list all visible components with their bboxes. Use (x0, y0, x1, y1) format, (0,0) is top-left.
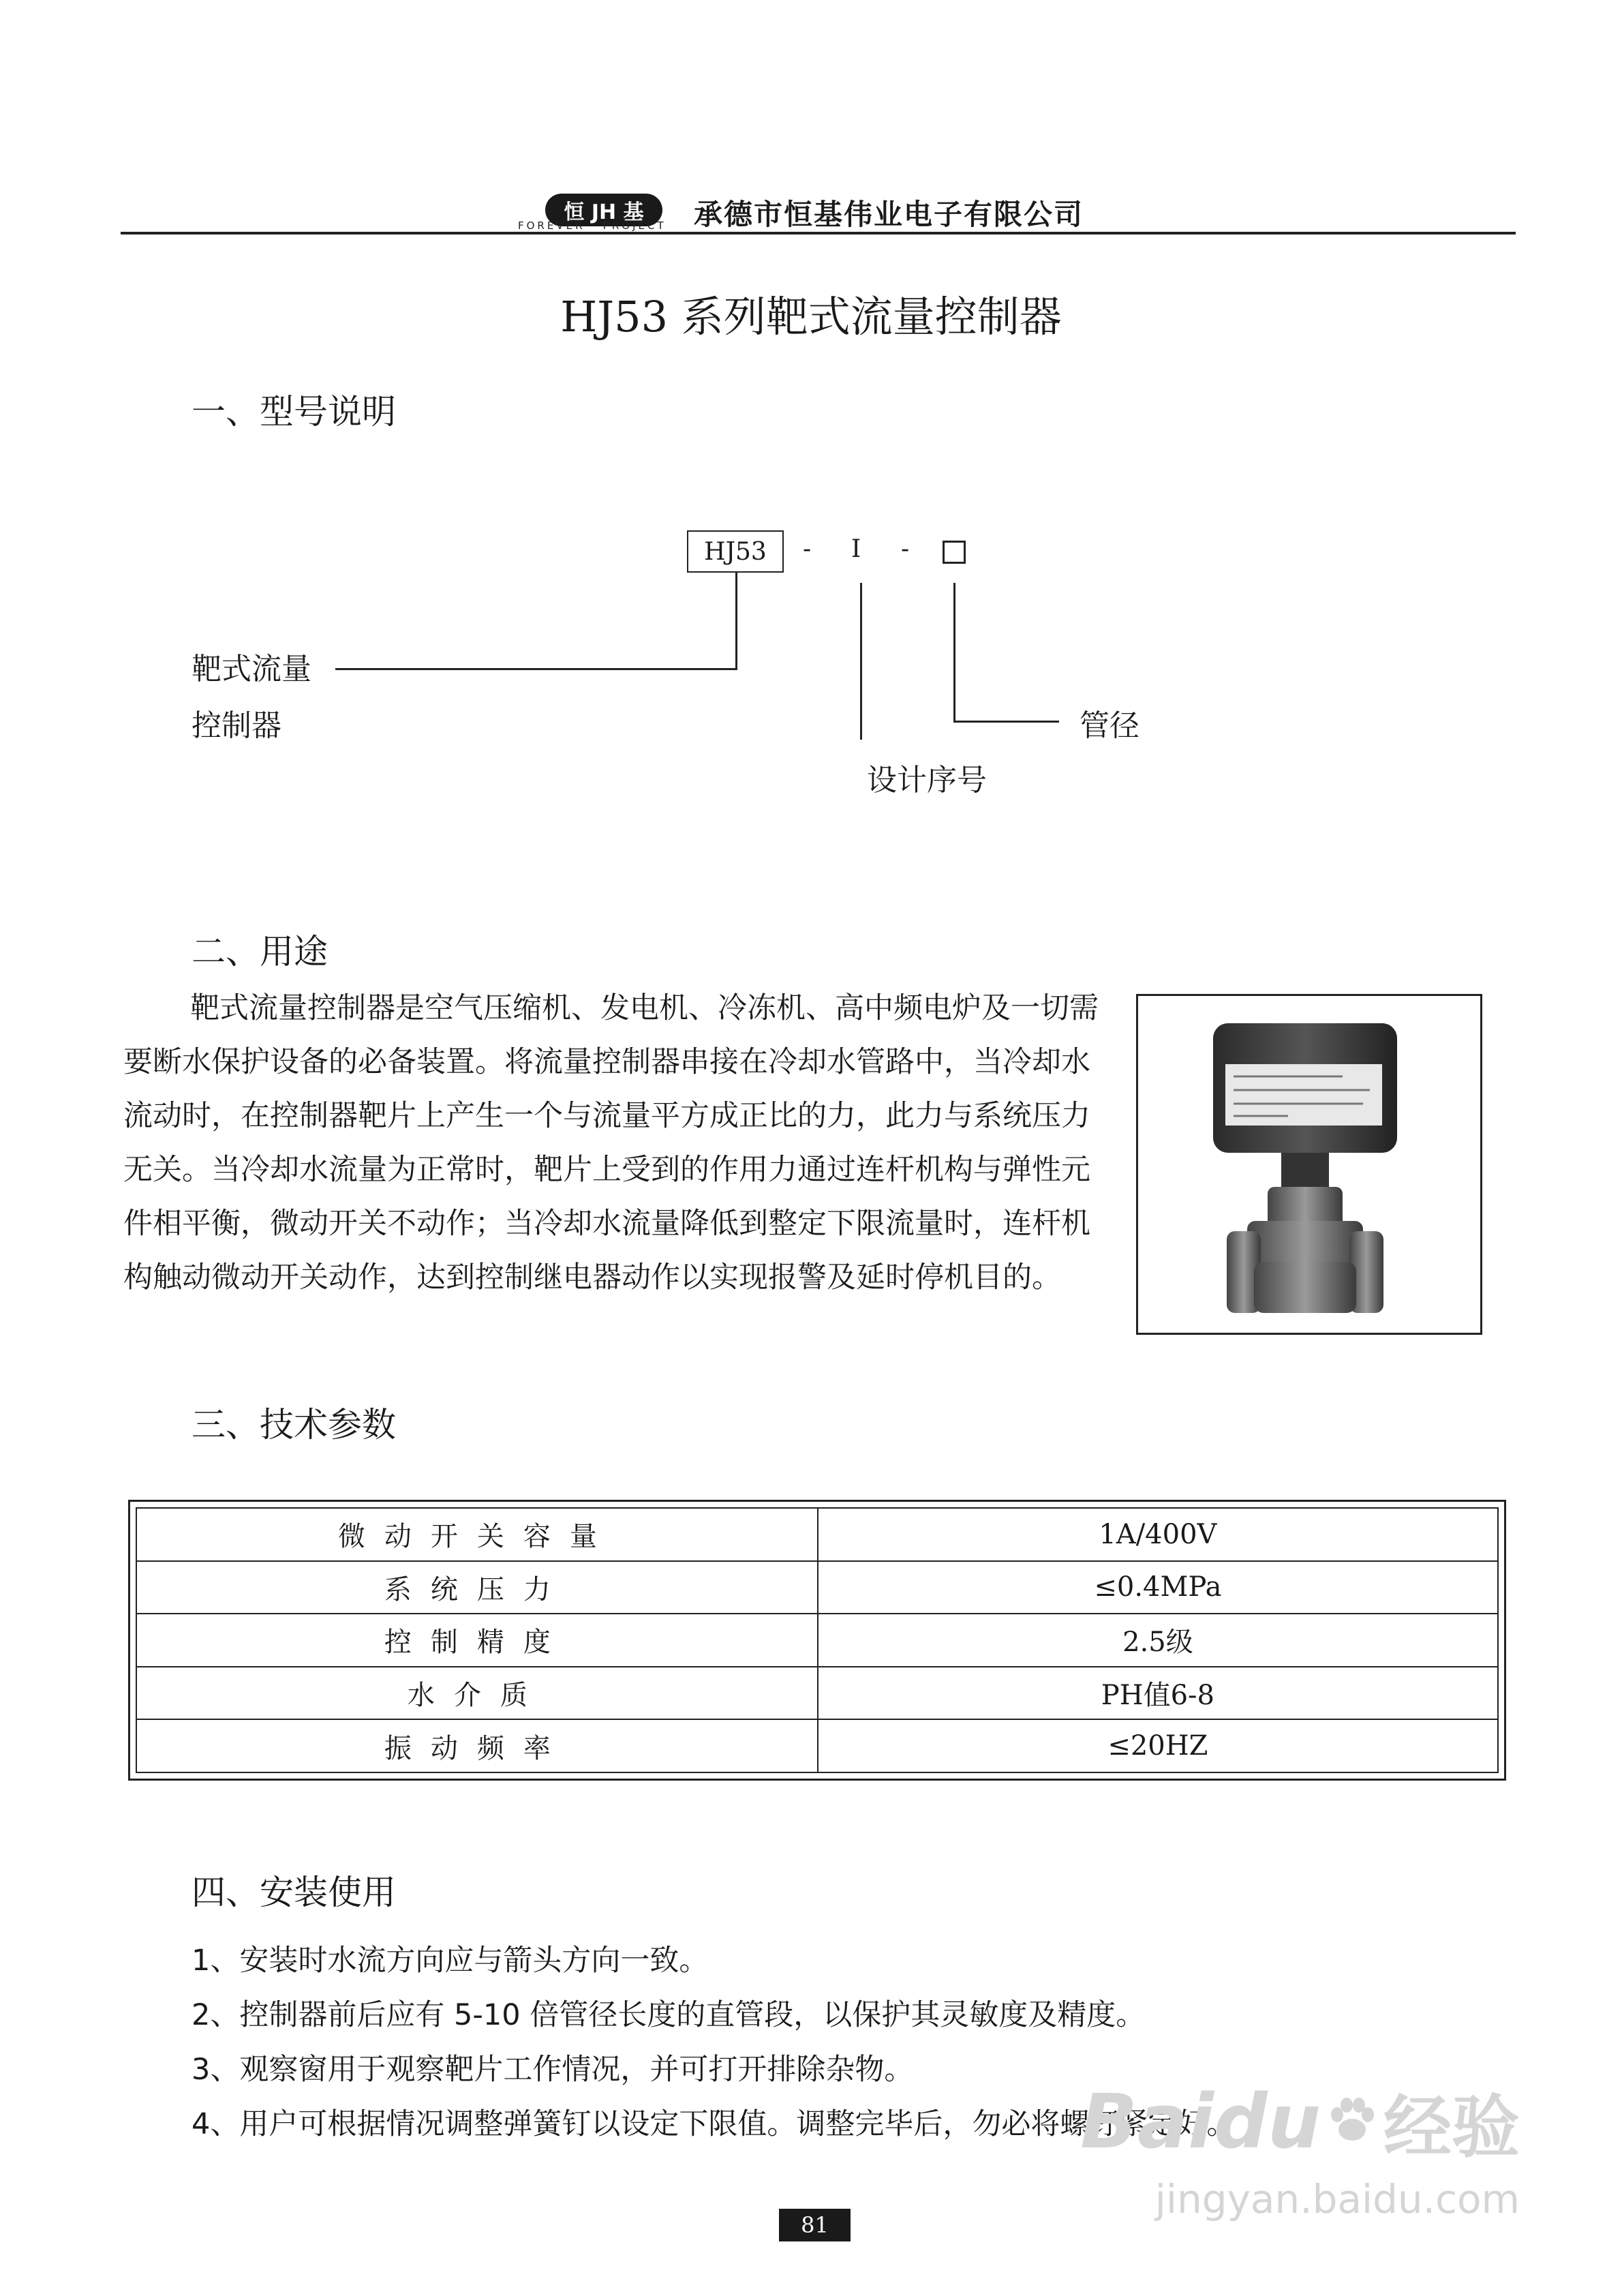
leader-line-pipe-vertical (953, 583, 955, 723)
section-heading-model: 一、型号说明 (192, 392, 396, 432)
company-name: 承德市恒基伟业电子有限公司 (694, 198, 1084, 231)
spec-key: 振动频率 (136, 1719, 818, 1772)
model-design-code: I (851, 535, 861, 563)
list-item: 3、观察窗用于观察靶片工作情况，并可打开排除杂物。 (192, 2053, 914, 2087)
company-logo: 恒 JH 基 (545, 194, 662, 226)
spec-value: ≤20HZ (818, 1719, 1498, 1772)
model-dash-1: - (803, 535, 812, 563)
table-row (136, 1667, 1498, 1720)
spec-value: 1A/400V (818, 1508, 1498, 1561)
paw-icon (1325, 2094, 1379, 2149)
spec-value: PH值6-8 (818, 1667, 1498, 1720)
baidu-watermark (1080, 2072, 1520, 2222)
table-row (136, 1561, 1498, 1614)
list-item: 1、安装时水流方向应与箭头方向一致。 (192, 1944, 709, 1978)
table-row (136, 1614, 1498, 1667)
label-controller: 控制器 (192, 708, 281, 743)
specs-table (128, 1500, 1506, 1781)
spec-key: 水介质 (136, 1667, 818, 1720)
list-item: 2、控制器前后应有 5-10 倍管径长度的直管段，以保护其灵敏度及精度。 (192, 1998, 1146, 2032)
page-number: 81 (779, 2209, 851, 2241)
spec-value: 2.5级 (818, 1614, 1498, 1667)
section-heading-specs: 三、技术参数 (192, 1405, 396, 1445)
watermark-url: jingyan.baidu.com (1154, 2176, 1520, 2222)
spec-key: 控制精度 (136, 1614, 818, 1667)
product-photo (1136, 994, 1482, 1335)
spec-key: 微动开关容量 (136, 1508, 818, 1561)
watermark-cn: 经验 (1383, 2087, 1520, 2167)
header-divider (121, 232, 1516, 235)
usage-paragraph: 靶式流量控制器是空气压缩机、发电机、冷冻机、高中频电炉及一切需要断水保护设备的必备装置。将流量控制器串接在冷却水管路中，当冷却水流动时，在控制器靶片上产生一个与流量平方成正比的力，此力与系统压力无关。当冷却水流量为正常时，靶片上受到的作用力通过连杆机构与弹性元件相平衡，微动开关不动作；当冷却水流量降低到整定下限流量时，连杆机构触动微动开关动作，达到控制继电器动作以实现报警及延时停机目的。 (123, 991, 1099, 1295)
pipe-size-placeholder-box (943, 541, 966, 564)
page-title: HJ53 系列靶式流量控制器 (560, 292, 1062, 342)
label-target-flow: 靶式流量 (192, 652, 311, 686)
watermark-brand: Baidu (1080, 2078, 1321, 2165)
leader-line-design (860, 583, 862, 740)
spec-key: 系统压力 (136, 1561, 818, 1614)
label-pipe-diameter: 管径 (1080, 708, 1139, 743)
table-row (136, 1508, 1498, 1561)
section-heading-usage: 二、用途 (192, 932, 328, 971)
leader-line-type-horizontal (335, 668, 737, 670)
list-item: 4、用户可根据情况调整弹簧钉以设定下限值。调整完毕后，勿必将螺钉紧定好。 (192, 2107, 1236, 2141)
label-design-number: 设计序号 (867, 763, 987, 798)
leader-line-type-vertical (735, 573, 737, 669)
model-dash-2: - (901, 535, 910, 563)
table-row (136, 1719, 1498, 1772)
logo-subtitle: FOREVER · PROJECT (518, 220, 667, 232)
spec-value: ≤0.4MPa (818, 1561, 1498, 1614)
model-code-box: HJ53 (687, 530, 784, 573)
section-heading-installation: 四、安装使用 (192, 1873, 396, 1912)
leader-line-pipe-horizontal (953, 721, 1059, 723)
